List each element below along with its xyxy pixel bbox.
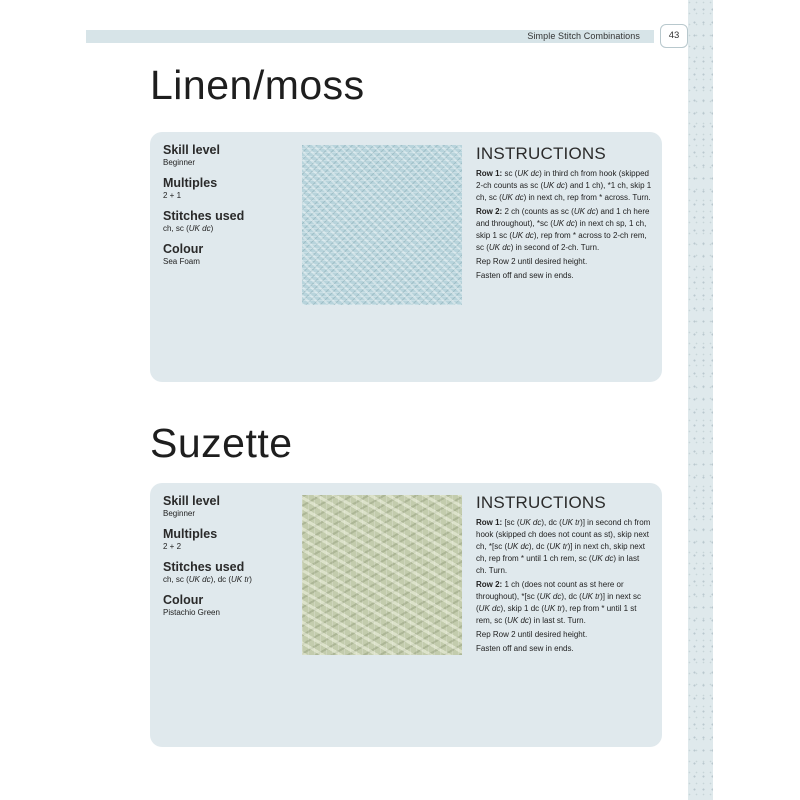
instructions-heading: INSTRUCTIONS (476, 144, 606, 163)
finish-instruction: Fasten off and sew in ends. (476, 644, 574, 653)
skill-level-value: Beginner (163, 158, 196, 167)
stitch-title: Linen/moss (150, 62, 365, 108)
skill-level-label: Skill level (163, 494, 220, 508)
instructions-heading: INSTRUCTIONS (476, 493, 606, 512)
stitch-meta (163, 143, 303, 275)
instructions (476, 144, 652, 284)
multiples-label: Multiples (163, 176, 218, 190)
multiples-label: Multiples (163, 527, 218, 541)
swatch-photo (302, 495, 462, 655)
swatch-photo (302, 145, 462, 305)
row-1-instruction: Row 1: [sc (UK dc), dc (UK tr)] in second ch from hook (skipped ch does not count as st), skip next ch, *[sc (UK dc), dc (UK tr)] in next ch, skip next ch, rep from * until 1 ch rem, sc (UK dc) in last ch. Turn. (476, 518, 651, 575)
page-number: 43 (660, 24, 688, 48)
repeat-instruction: Rep Row 2 until desired height. (476, 630, 588, 639)
instructions (476, 493, 652, 657)
skill-level-value: Beginner (163, 509, 196, 518)
skill-level-label: Skill level (163, 143, 220, 157)
decorative-side-strip (688, 0, 713, 800)
stitches-used-value: ch, sc (UK dc), dc (UK tr) (163, 575, 252, 584)
row-1-instruction: Row 1: sc (UK dc) in third ch from hook (skipped 2-ch counts as sc (UK dc) and 1 ch), *1 ch, skip 1 ch, sc (UK dc) in next ch, rep from * across. Turn. (476, 169, 652, 202)
multiples-value: 2 + 1 (163, 191, 182, 200)
colour-value: Sea Foam (163, 257, 200, 266)
colour-label: Colour (163, 593, 204, 607)
colour-value: Pistachio Green (163, 608, 220, 617)
finish-instruction: Fasten off and sew in ends. (476, 271, 574, 280)
row-2-instruction: Row 2: 1 ch (does not count as st here or throughout), *[sc (UK dc), dc (UK tr)] in next sc (UK dc), skip 1 dc (UK tr), rep from * until 1 st rem, sc (UK dc) in last st. Turn. (476, 580, 641, 625)
stitch-meta (163, 494, 303, 626)
stitches-used-label: Stitches used (163, 560, 245, 574)
stitch-card (150, 132, 662, 382)
running-title: Simple Stitch Combinations (527, 31, 640, 41)
multiples-value: 2 + 2 (163, 542, 182, 551)
stitch-title: Suzette (150, 420, 293, 466)
colour-label: Colour (163, 242, 204, 256)
repeat-instruction: Rep Row 2 until desired height. (476, 257, 588, 266)
row-2-instruction: Row 2: 2 ch (counts as sc (UK dc) and 1 ch here and throughout), *sc (UK dc) in next ch sp, 1 ch, skip 1 sc (UK dc), rep from * across to 2-ch rem, sc (UK dc) in second of 2-ch. Turn. (476, 207, 650, 252)
stitch-card (150, 483, 662, 747)
stitches-used-value: ch, sc (UK dc) (163, 224, 214, 233)
stitches-used-label: Stitches used (163, 209, 245, 223)
